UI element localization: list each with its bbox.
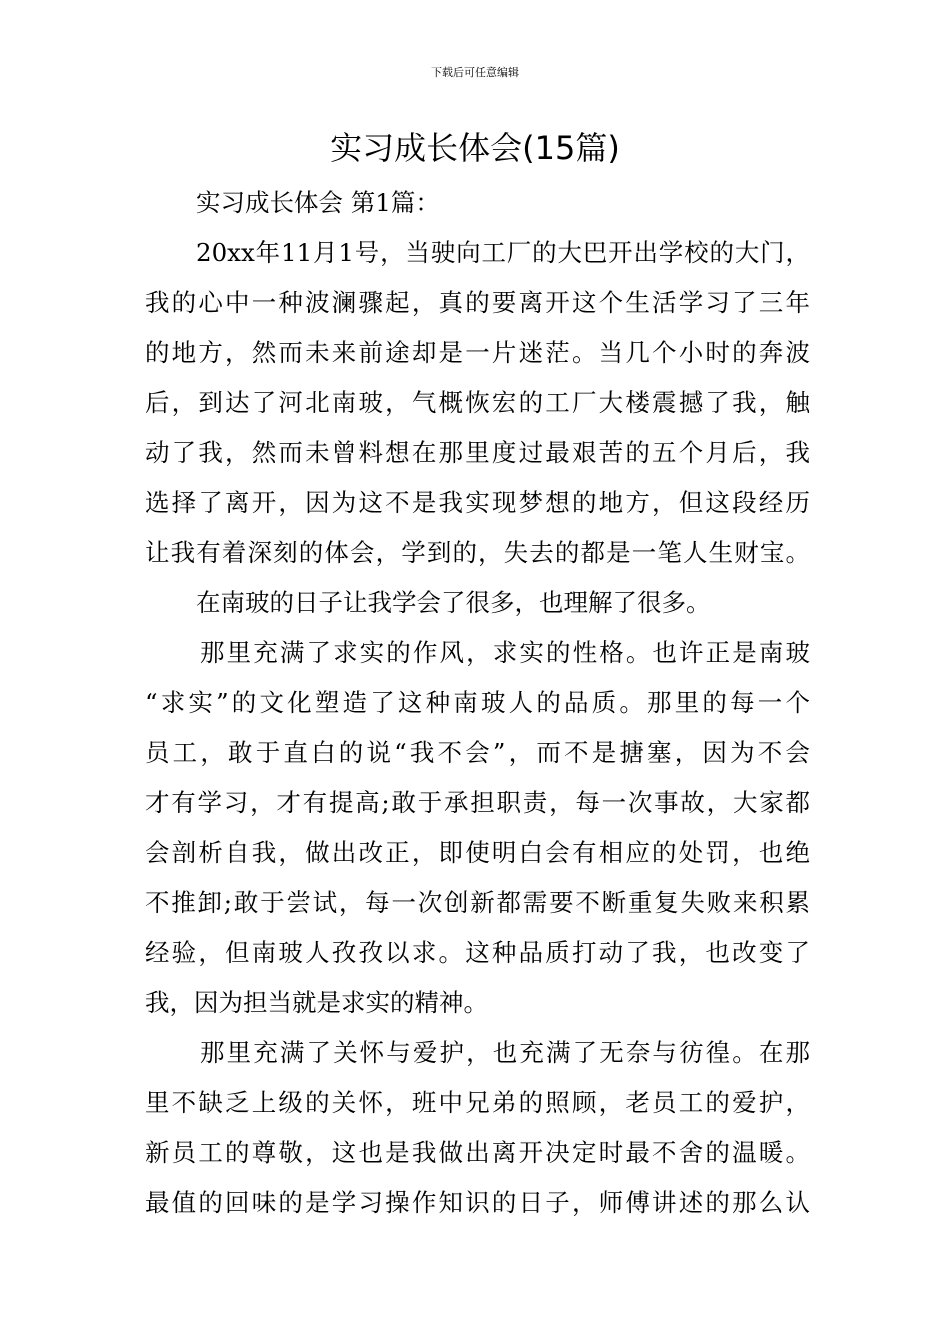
paragraph-line: 动了我，然而未曾料想在那里度过最艰苦的五个月后，我 [145,438,810,467]
paragraph-line: 那里充满了关怀与爱护，也充满了无奈与彷徨。在那 [200,1038,810,1067]
paragraph-line: 才有学习，才有提高;敢于承担职责，每一次事故，大家都 [145,788,810,817]
paragraph-line: 让我有着深刻的体会，学到的，失去的都是一笔人生财宝。 [145,538,810,567]
header-note: 下载后可任意编辑 [431,66,519,79]
paragraph-line: 的地方，然而未来前途却是一片迷茫。当几个小时的奔波 [145,338,810,367]
document-title: 实习成长体会(15篇) [330,129,620,167]
paragraph-line: 最值的回味的是学习操作知识的日子，师傅讲述的那么认 [145,1188,810,1217]
paragraph-line: 会剖析自我，做出改正，即使明白会有相应的处罚，也绝 [145,838,810,867]
paragraph-line: 后，到达了河北南玻，气概恢宏的工厂大楼震撼了我，触 [145,388,810,417]
paragraph-line: 我，因为担当就是求实的精神。 [145,988,488,1017]
document-body [145,178,810,1228]
paragraph-line: 20xx年11月1号，当驶向工厂的大巴开出学校的大门， [196,238,810,267]
section-heading: 实习成长体会 第1篇： [196,188,440,217]
paragraph-line: 新员工的尊敬，这也是我做出离开决定时最不舍的温暖。 [145,1138,810,1167]
paragraph-line: 经验，但南玻人孜孜以求。这种品质打动了我，也改变了 [145,938,810,967]
paragraph-line: 不推卸;敢于尝试，每一次创新都需要不断重复失败来积累 [145,888,810,917]
paragraph-line: “求实”的文化塑造了这种南玻人的品质。那里的每一个 [145,688,810,717]
paragraph-line: 员工，敢于直白的说“我不会”，而不是搪塞，因为不会 [145,738,810,767]
paragraph-line: 选择了离开，因为这不是我实现梦想的地方，但这段经历 [145,488,810,517]
paragraph-line: 那里充满了求实的作风，求实的性格。也许正是南玻 [200,638,810,667]
paragraph-line: 里不缺乏上级的关怀，班中兄弟的照顾，老员工的爱护， [145,1088,810,1117]
paragraph-line: 在南玻的日子让我学会了很多，也理解了很多。 [196,588,711,617]
paragraph-line: 我的心中一种波澜骤起，真的要离开这个生活学习了三年 [145,288,810,317]
